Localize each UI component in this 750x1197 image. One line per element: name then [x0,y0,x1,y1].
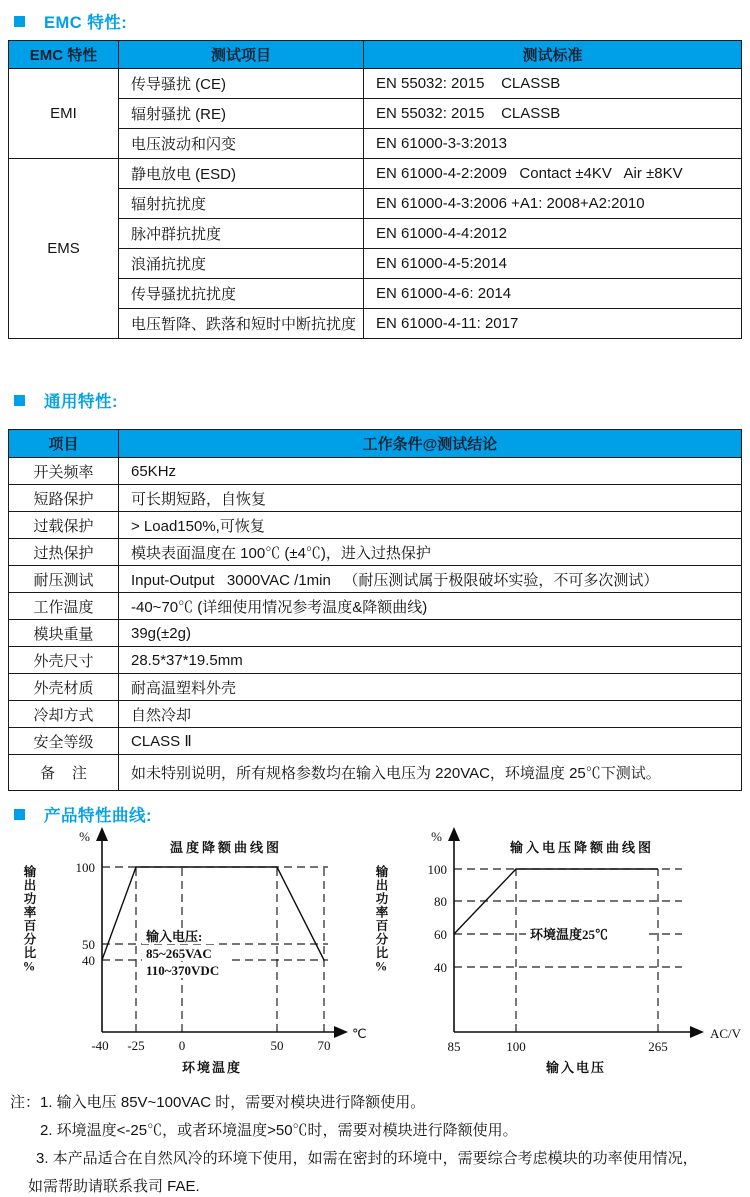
table-row [9,219,742,249]
general-col-header-condition: 工作条件@测试结论 [119,430,742,458]
general-item: 外壳尺寸 [9,647,119,674]
general-value: > Load150%,可恢复 [119,512,742,539]
table-row [9,620,742,647]
input-voltage-derating-plot [386,827,750,1079]
note-line: 注：1. 输入电压 85V~100VAC 时，需要对模块进行降额使用。 [10,1094,426,1111]
x-tick: 265 [648,1039,668,1054]
y-tick: 80 [434,894,447,909]
x-tick: 0 [178,1038,186,1053]
general-item: 工作温度 [9,593,119,620]
table-row [9,485,742,512]
general-item: 耐压测试 [9,566,119,593]
x-tick: 85 [447,1039,461,1054]
emc-test-standard: EN 61000-4-6: 2014 [364,279,742,309]
emc-test-standard: EN 61000-3-3:2013 [364,129,742,159]
section-title-emc: EMC 特性: [44,14,128,32]
square-bullet-icon [14,395,25,406]
general-item: 冷却方式 [9,701,119,728]
table-row [9,279,742,309]
table-row [9,539,742,566]
temperature-derating-chart [18,827,370,1079]
general-item: 备 注 [9,755,119,791]
general-value: CLASS Ⅱ [119,728,742,755]
general-value: 28.5*37*19.5mm [119,647,742,674]
general-value: 自然冷却 [119,701,742,728]
x-tick: -25 [127,1038,145,1053]
table-row [9,458,742,485]
annotation-line: 环境温度25℃ [530,927,609,942]
emc-test-standard: EN 61000-4-3:2006 +A1: 2008+A2:2010 [364,189,742,219]
general-item: 过热保护 [9,539,119,566]
y-tick: 60 [434,927,447,942]
emc-header-row [9,41,742,69]
table-row [9,647,742,674]
general-value: 耐高温塑料外壳 [119,674,742,701]
table-row [9,69,742,99]
table-row [9,701,742,728]
x-tick: 70 [317,1038,331,1053]
emc-test-standard: EN 61000-4-4:2012 [364,219,742,249]
annotation-line: 85~265VAC [146,946,212,961]
emc-group-emi: EMI [9,69,119,159]
note-line: 如需帮助请联系我司 FAE. [28,1178,200,1195]
table-row [9,728,742,755]
table-row [9,593,742,620]
temperature-derating-plot [34,827,370,1079]
y-tick: 100 [427,862,447,877]
y-unit: % [79,829,90,844]
table-row [9,674,742,701]
emc-test-item: 浪涌抗扰度 [119,249,364,279]
table-row [9,512,742,539]
charts-row [0,827,750,1079]
input-voltage-derating-chart [370,827,750,1079]
section-curves-header [14,803,750,825]
general-value: 65KHz [119,458,742,485]
table-row [9,159,742,189]
general-item: 过载保护 [9,512,119,539]
y-tick: 40 [434,960,447,975]
emc-group-ems: EMS [9,159,119,339]
general-item: 模块重量 [9,620,119,647]
emc-test-item: 辐射骚扰 (RE) [119,99,364,129]
table-row [9,309,742,339]
table-row [9,566,742,593]
emc-test-item: 脉冲群抗扰度 [119,219,364,249]
x-unit: ℃ [352,1026,367,1041]
emc-test-item: 静电放电 (ESD) [119,159,364,189]
emc-test-item: 传导骚扰抗扰度 [119,279,364,309]
y-axis-label: 输出功率百分比% [22,865,36,975]
y-axis-arrow-icon [96,827,108,841]
notes [10,1093,750,1197]
chart-title: 输入电压降额曲线图 [509,840,655,855]
y-tick: 40 [82,953,95,968]
general-value: 39g(±2g) [119,620,742,647]
general-header-row [9,430,742,458]
x-tick: 100 [506,1039,526,1054]
emc-test-standard: EN 55032: 2015 CLASSB [364,99,742,129]
x-axis-arrow-icon [334,1026,348,1038]
square-bullet-icon [14,809,25,820]
emc-test-item: 电压波动和闪变 [119,129,364,159]
section-title-general: 通用特性: [44,393,118,411]
general-value: 模块表面温度在 100℃ (±4℃)，进入过热保护 [119,539,742,566]
general-item: 安全等级 [9,728,119,755]
chart-title: 温度降额曲线图 [169,840,283,855]
emc-col-header-test-item: 测试项目 [119,41,364,69]
table-row [9,249,742,279]
emc-test-standard: EN 61000-4-5:2014 [364,249,742,279]
general-item: 开关频率 [9,458,119,485]
general-item: 外壳材质 [9,674,119,701]
y-tick: 50 [82,937,95,952]
emc-test-standard: EN 61000-4-11: 2017 [364,309,742,339]
x-axis-label: 环境温度 [181,1060,243,1075]
emc-test-standard: EN 55032: 2015 CLASSB [364,69,742,99]
annotation-line: 110~370VDC [146,963,220,978]
note-line: 2. 环境温度<-25℃，或者环境温度>50℃时，需要对模块进行降额使用。 [40,1122,518,1139]
x-axis-arrow-icon [690,1026,704,1038]
table-row [9,129,742,159]
general-value: 如未特别说明，所有规格参数均在输入电压为 220VAC，环境温度 25℃下测试。 [119,755,742,791]
y-unit: % [431,829,442,844]
x-tick: 50 [270,1038,284,1053]
general-table [8,429,742,791]
table-row [9,755,742,791]
general-col-header-item: 项目 [9,430,119,458]
section-emc-header [14,0,750,32]
x-tick: -40 [91,1038,109,1053]
y-tick: 100 [75,860,95,875]
y-axis-arrow-icon [448,827,460,841]
square-bullet-icon [14,16,25,27]
emc-test-item: 辐射抗扰度 [119,189,364,219]
general-item: 短路保护 [9,485,119,512]
emc-test-item: 电压暂降、跌落和短时中断抗扰度 [119,309,364,339]
section-title-curves: 产品特性曲线: [44,807,152,825]
annotation-line: 输入电压: [146,929,203,944]
y-axis-label: 输出功率百分比% [374,865,388,975]
general-value: Input-Output 3000VAC /1min （耐压测试属于极限破坏实验，不可多次测试） [119,566,742,593]
emc-test-standard: EN 61000-4-2:2009 Contact ±4KV Air ±8KV [364,159,742,189]
emc-table [8,40,742,339]
emc-col-header-category: EMC 特性 [9,41,119,69]
table-row [9,99,742,129]
table-row [9,189,742,219]
section-general-header [14,389,750,411]
x-axis-label: 输入电压 [545,1060,607,1075]
note-line: 3. 本产品适合在自然风冷的环境下使用，如需在密封的环境中，需要综合考虑模块的功率使用情况， [36,1150,698,1167]
emc-test-item: 传导骚扰 (CE) [119,69,364,99]
x-unit: AC/V [710,1026,742,1041]
general-value: -40~70℃ (详细使用情况参考温度&降额曲线) [119,593,742,620]
general-value: 可长期短路，自恢复 [119,485,742,512]
emc-col-header-test-standard: 测试标准 [364,41,742,69]
